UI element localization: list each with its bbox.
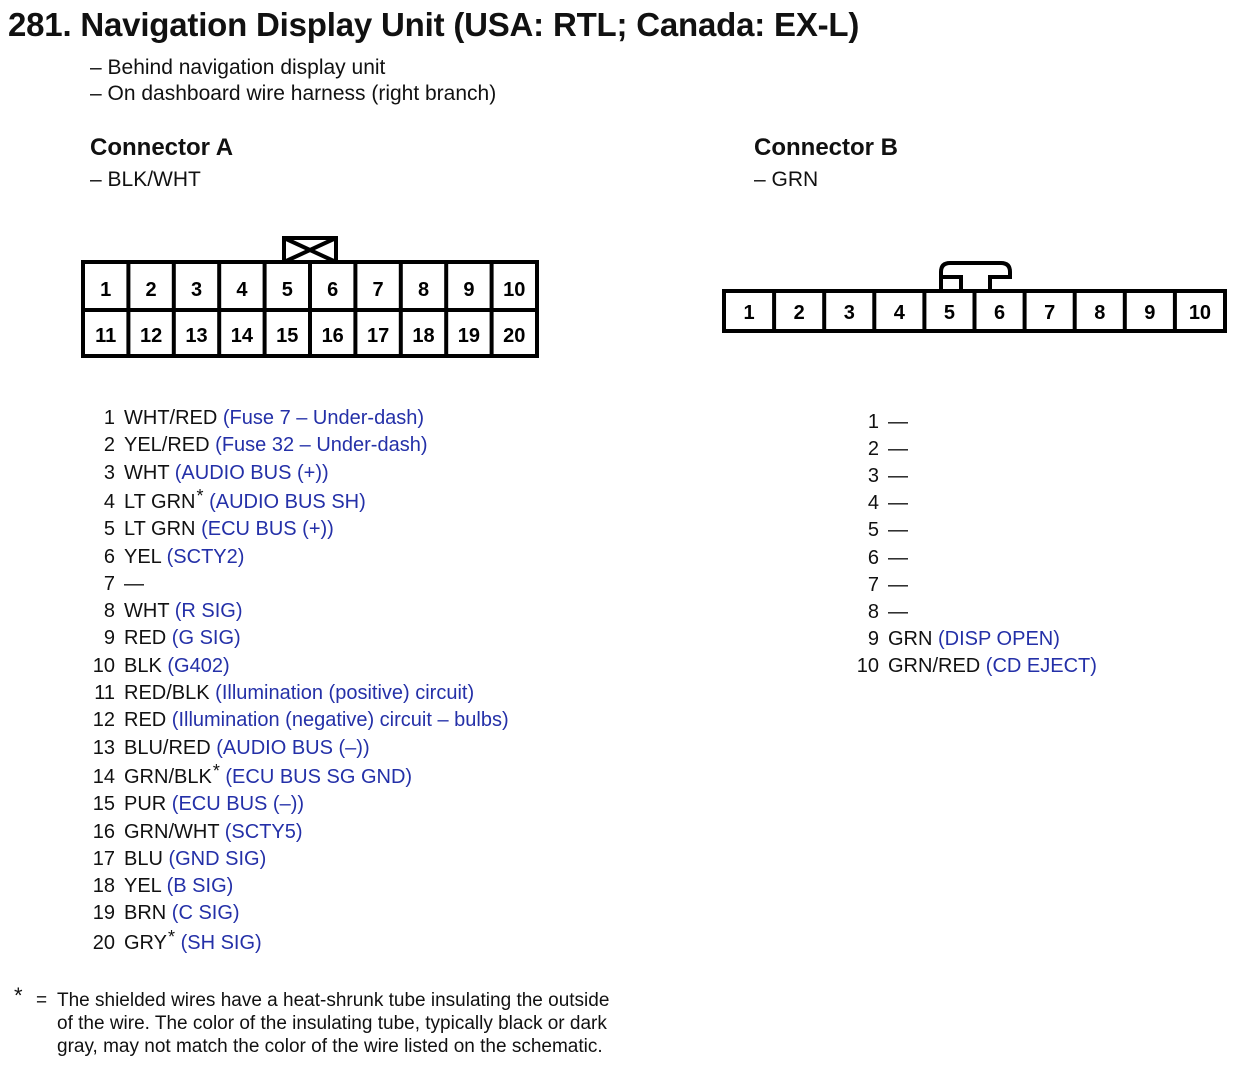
footnote-asterisk: * xyxy=(14,983,23,1008)
circuit-name: (Fuse 7 – Under-dash) xyxy=(222,407,425,429)
connector-a-pin-num: 1 xyxy=(103,407,115,429)
connector-b-pin-num: 6 xyxy=(867,546,879,569)
connector-b-pin-number: 3 xyxy=(843,302,855,324)
connector-a-color: – BLK/WHT xyxy=(90,168,201,191)
wire-color: YEL xyxy=(124,875,162,898)
circuit-name: (Fuse 32 – Under-dash) xyxy=(215,434,428,457)
connector-a-pin-desc xyxy=(124,680,474,707)
wire-color: BLU xyxy=(124,847,163,870)
connector-b-pin-desc xyxy=(888,490,908,517)
connector-a-pin-num: 2 xyxy=(103,434,115,457)
connector-a-pin-number: 5 xyxy=(281,279,293,301)
connector-b-pin-num: 3 xyxy=(867,465,879,488)
connector-a-pin-number: 14 xyxy=(230,325,254,347)
wire-color: YEL/RED xyxy=(124,434,210,457)
connector-a-pin-number: 11 xyxy=(95,325,117,347)
wire-color: GRN/WHT xyxy=(124,820,220,843)
connector-a-pin-desc xyxy=(124,846,266,873)
connector-b-pin-desc xyxy=(888,653,1097,680)
connector-b-pin-num: 2 xyxy=(867,438,879,461)
connector-a-pin-desc xyxy=(124,819,303,846)
connector-a-pin-number: 17 xyxy=(366,325,390,347)
shield-asterisk: * xyxy=(212,760,220,781)
connector-diagrams xyxy=(0,0,1238,400)
shield-asterisk: * xyxy=(196,485,204,506)
wire-color: RED xyxy=(124,627,167,650)
connector-a-pin-desc xyxy=(124,571,144,598)
wire-color: — xyxy=(888,465,908,488)
wire-color: — xyxy=(888,573,908,596)
circuit-name: (ECU BUS SG GND) xyxy=(225,765,413,788)
connector-a-pin-num: 18 xyxy=(92,875,115,898)
connector-b-pin-desc xyxy=(888,626,1060,653)
connector-b-pin-num: 1 xyxy=(867,411,879,433)
connector-a-pin-desc xyxy=(124,405,424,432)
connector-b-pin-desc xyxy=(888,572,908,599)
circuit-name: (SH SIG) xyxy=(180,931,262,954)
shield-asterisk: * xyxy=(167,926,175,947)
connector-a-pin-num: 11 xyxy=(94,682,115,704)
wire-color: GRY xyxy=(124,931,167,954)
circuit-name: (AUDIO BUS SH) xyxy=(209,490,366,513)
connector-b-pin-num: 5 xyxy=(867,519,879,542)
wire-color: WHT/RED xyxy=(124,407,218,429)
connector-a-pin-num: 13 xyxy=(92,736,115,759)
wire-color: PUR xyxy=(124,793,167,816)
connector-a-pin-num: 4 xyxy=(103,490,115,513)
circuit-name: (Illumination (positive) circuit) xyxy=(215,682,475,704)
connector-a-pin-number: 2 xyxy=(145,279,157,301)
connector-a-pin-number: 18 xyxy=(412,325,435,347)
wire-color: LT GRN xyxy=(124,490,196,513)
connector-a-pin-number: 4 xyxy=(236,279,248,301)
circuit-name: (CD EJECT) xyxy=(985,654,1097,677)
connector-a-pin-desc xyxy=(124,926,262,957)
wire-color: RED xyxy=(124,709,167,732)
connector-a-pin-desc xyxy=(124,653,230,680)
connector-b-pin-desc xyxy=(888,599,908,626)
circuit-name: (ECU BUS (–)) xyxy=(171,793,305,816)
connector-a-pin-num: 9 xyxy=(103,627,115,650)
connector-a-pin-number: 9 xyxy=(463,279,475,301)
connector-b-pin-desc xyxy=(888,517,908,544)
connector-b-pin-desc xyxy=(888,545,908,572)
connector-a-pin-desc xyxy=(124,460,329,487)
wire-color: — xyxy=(888,438,908,461)
connector-b-pin-number: 4 xyxy=(893,302,905,324)
connector-b-pin-number: 2 xyxy=(793,302,805,324)
connector-a-pin-number: 13 xyxy=(185,325,208,347)
circuit-name: (SCTY2) xyxy=(166,545,245,568)
wire-color: WHT xyxy=(124,600,170,623)
wire-color: — xyxy=(888,546,908,569)
connector-a-pin-num: 20 xyxy=(92,931,115,954)
wire-color: WHT xyxy=(124,461,170,484)
connector-a-pin-number: 10 xyxy=(503,279,526,301)
connector-a-pin-num: 19 xyxy=(92,902,115,925)
footnote-equals: = xyxy=(36,990,48,1011)
connector-a-pin-number: 8 xyxy=(417,279,430,301)
connector-a-pin-num: 16 xyxy=(92,820,115,843)
connector-a-pin-num: 17 xyxy=(92,847,115,870)
circuit-name: (G402) xyxy=(167,654,230,677)
connector-b-pin-number: 1 xyxy=(743,302,755,324)
connector-a-pin-desc xyxy=(124,735,370,762)
connector-a-pin-num: 3 xyxy=(103,461,115,484)
connector-b-pin-number: 8 xyxy=(1094,302,1106,324)
wire-color: — xyxy=(888,411,908,433)
connector-b-pin-number: 5 xyxy=(943,302,956,324)
circuit-name: (Illumination (negative) circuit – bulbs) xyxy=(171,709,509,732)
connector-a-pin-desc xyxy=(124,516,334,543)
connector-a-pin-number: 7 xyxy=(372,279,384,301)
connector-a-pin-desc xyxy=(124,791,304,818)
circuit-name: (SCTY5) xyxy=(224,820,303,843)
connector-a-pin-num: 15 xyxy=(92,793,115,816)
wire-color: RED/BLK xyxy=(124,682,210,704)
connector-b-pin-number: 6 xyxy=(993,302,1006,324)
wire-color: GRN/RED xyxy=(888,654,981,677)
circuit-name: (ECU BUS (+)) xyxy=(201,518,334,541)
footnote-text: The shielded wires have a heat-shrunk tube insulating the outside of the wire. The color of the insulating tube, typically black or dark gray, may not match the color of the wire listed on the schematic. xyxy=(57,990,610,1057)
connector-a-pin-desc xyxy=(124,598,243,625)
connector-a-pin-num: 6 xyxy=(103,545,115,568)
connector-b-pin-desc xyxy=(888,463,908,490)
connector-a-pin-num: 5 xyxy=(103,518,115,541)
connector-a-pin-desc xyxy=(124,707,509,734)
connector-b-pin-num: 9 xyxy=(867,627,879,650)
connector-b-pin-num: 10 xyxy=(856,654,879,677)
connector-b-color: – GRN xyxy=(754,168,819,191)
connector-b-pin-number: 9 xyxy=(1144,302,1156,324)
location-line-2: – On dashboard wire harness (right branch) xyxy=(90,82,497,105)
connector-a-pin-number: 12 xyxy=(139,325,163,347)
circuit-name: (DISP OPEN) xyxy=(938,627,1060,650)
connector-a-pin-desc xyxy=(124,625,241,652)
wire-color: GRN/BLK xyxy=(124,765,212,788)
wire-color: GRN xyxy=(888,627,933,650)
location-line-1: – Behind navigation display unit xyxy=(90,56,386,79)
wire-color: BLK xyxy=(124,654,162,677)
connector-a-pin-num: 12 xyxy=(92,709,115,732)
connector-a-pin-number: 1 xyxy=(100,279,112,301)
connector-a-pin-desc xyxy=(124,760,413,791)
connector-a-pin-number: 3 xyxy=(190,279,203,301)
wire-color: — xyxy=(888,492,908,515)
connector-b-pin-num: 8 xyxy=(867,600,879,623)
connector-a-pin-num: 10 xyxy=(92,654,115,677)
connector-b-title: Connector B xyxy=(754,134,898,161)
circuit-name: (GND SIG) xyxy=(168,847,267,870)
connector-a-title: Connector A xyxy=(90,134,234,161)
connector-a-pin-desc xyxy=(124,873,233,900)
wire-color: BRN xyxy=(124,902,167,925)
connector-b-pin-number: 10 xyxy=(1188,302,1212,324)
connector-b-pin-desc xyxy=(888,409,908,436)
connector-a-pin-number: 15 xyxy=(276,325,299,347)
connector-a-pin-desc xyxy=(124,900,240,927)
wire-color: BLU/RED xyxy=(124,736,211,759)
page-title: 281. Navigation Display Unit (USA: RTL; Canada: EX-L) xyxy=(8,6,860,43)
connector-a-pin-desc xyxy=(124,432,427,459)
circuit-name: (AUDIO BUS (+)) xyxy=(174,461,329,484)
connector-a-pin-number: 20 xyxy=(503,325,526,347)
circuit-name: (G SIG) xyxy=(171,627,241,650)
connector-b-pin-number: 7 xyxy=(1044,302,1056,324)
wire-color: — xyxy=(888,519,908,542)
connector-a-pin-num: 14 xyxy=(92,765,115,788)
connector-a-pin-desc xyxy=(124,544,244,571)
connector-a-pin-number: 6 xyxy=(327,279,339,301)
connector-b-pin-num: 7 xyxy=(867,573,879,596)
circuit-name: (C SIG) xyxy=(171,902,240,925)
circuit-name: (R SIG) xyxy=(174,600,243,623)
connector-a-pin-desc xyxy=(124,485,366,516)
connector-a-pin-num: 8 xyxy=(103,600,115,623)
wire-color: LT GRN xyxy=(124,518,196,541)
connector-a-pin-num: 7 xyxy=(103,572,115,595)
connector-b-pin-num: 4 xyxy=(867,492,879,515)
wire-color: YEL xyxy=(124,545,162,568)
connector-b-latch-icon xyxy=(941,263,1010,289)
connector-b-pin-desc xyxy=(888,436,908,463)
wire-color: — xyxy=(124,572,144,595)
circuit-name: (AUDIO BUS (–)) xyxy=(216,736,370,759)
connector-a-pin-number: 16 xyxy=(321,325,344,347)
wire-color: — xyxy=(888,600,908,623)
circuit-name: (B SIG) xyxy=(166,875,234,898)
connector-a-pin-number: 19 xyxy=(457,325,481,347)
